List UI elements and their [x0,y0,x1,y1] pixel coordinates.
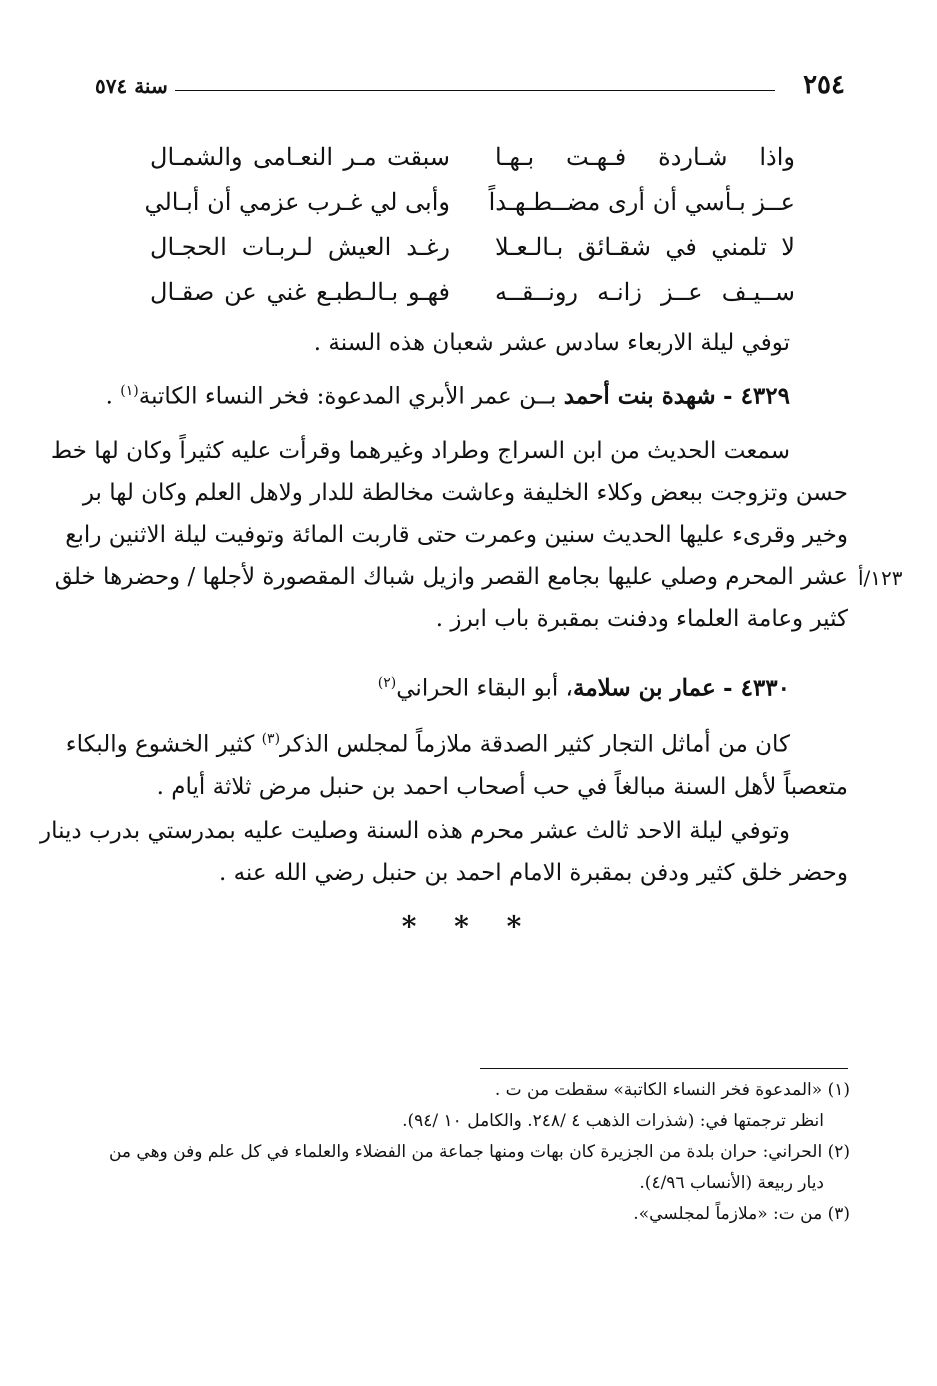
entry-heading-4329 [100,370,848,418]
text-line: وحضر خلق كثير ودفن بمقبرة الامام احمد بن حنبل رضي الله عنه . [218,860,848,886]
text-line [65,718,848,766]
second-hemistich: وأبى لي غـرب عزمي أن أبـالي [144,188,450,216]
footnote: انظر ترجمتها في: (شذرات الذهب ٤ /٢٤٨. والكامل ١٠ /٩٤). [402,1111,824,1131]
paragraph-4329 [50,430,848,640]
footnote-rule [480,1068,848,1069]
footnotes [100,1075,850,1230]
entry-heading [100,662,848,710]
section-separator: * * * [401,910,536,943]
footnote: ديار ربيعة (الأنساب ٤/٩٦). [639,1173,824,1193]
header-rule [175,90,775,91]
second-hemistich: رغـد العيش لـربـات الحجـال [150,233,450,261]
entry-name: عمار بن سلامة [572,674,716,702]
verse [150,270,795,315]
text-line: وتوفي ليلة الاحد ثالث عشر محرم هذه السنة وصليت عليه بمدرستي بدرب دينار [39,818,790,844]
verse [150,135,795,180]
text-line: متعصباً لأهل السنة مبالغاً في حب أصحاب احمد بن حنبل مرض ثلاثة أيام . [156,773,848,800]
text-segment: كثير الخشوع والبكاء [65,731,262,758]
folio-margin-note: ١٢٣/أ [858,566,903,590]
first-hemistich: واذا شـاردة فـهـت بـهـا [495,143,795,171]
first-hemistich: لا تلمني في شقـائق بـالـعـلا [495,233,795,261]
verse [144,180,795,225]
text-line: وخير وقرىء عليها الحديث سنين وعمرت حتى قاربت المائة وتوفيت ليلة الاثنين رابع [65,522,848,548]
text-line: حسن وتزوجت ببعض وكلاء الخليفة وعاشت مخالطة للدار ولاهل العلم وكان لها بر [82,480,848,506]
header-year: سنة ٥٧٤ [95,74,168,98]
poem [144,135,795,315]
second-hemistich: سبقت مـر النعـامى والشمـال [150,143,450,171]
text-line: سمعت الحديث من ابن السراج وطراد وغيرهما وقرأت عليه كثيراً وكان لها خط [50,438,790,464]
entry-number: ٤٣٣٠ - [723,674,790,702]
death-line: توفي ليلة الاربعاء سادس عشر شعبان هذه السنة . [313,330,790,356]
running-header [95,70,845,104]
page-number: ٢٥٤ [803,70,845,100]
text-line: عشر المحرم وصلي عليها بجامع القصر وازيل شباك المقصورة لأجلها / وحضرها خلق [54,564,848,590]
second-hemistich: فهـو بـالـطبـع غني عن صقـال [150,278,450,306]
footnote: (١) «المدعوة فخر النساء الكاتبة» سقطت من ت . [494,1080,850,1100]
footnote-ref: (٢) [377,675,397,691]
paragraph-4330-death [39,810,848,894]
footnote: (٢) الحراني: حران بلدة من الجزيرة كان بهات ومنها جماعة من الفضلاء والعلماء في كل علم وفن وهي من [108,1142,850,1162]
entry-name: شهدة بنت أحمد [563,382,716,410]
text-line: كثير وعامة العلماء ودفنت بمقبرة باب ابرز . [435,606,848,632]
text-segment: كان من أماثل التجار كثير الصدقة ملازماً لمجلس الذكر [280,731,790,758]
entry-number: ٤٣٢٩ - [723,382,790,410]
first-hemistich: ســيـف عــز زانـه رونــقــه [495,278,795,306]
entry-heading [100,370,848,418]
footnote-ref: (١) [120,383,139,399]
entry-end: . [105,383,121,410]
footnote-ref: (٣) [261,731,281,747]
death-note [100,322,848,364]
entry-name-rest: ، أبو البقاء الحراني [396,675,573,702]
verse [150,225,795,270]
footnote: (٣) من ت: «ملازماً لمجلسي». [633,1204,850,1224]
first-hemistich: عــز بـأسي أن أرى مضــطـهـداً [488,188,795,216]
entry-name-rest: بــن عمر الأبري المدعوة: فخر النساء الكاتبة [138,383,557,410]
entry-heading-4330 [100,662,848,710]
paragraph-4330 [65,718,848,808]
